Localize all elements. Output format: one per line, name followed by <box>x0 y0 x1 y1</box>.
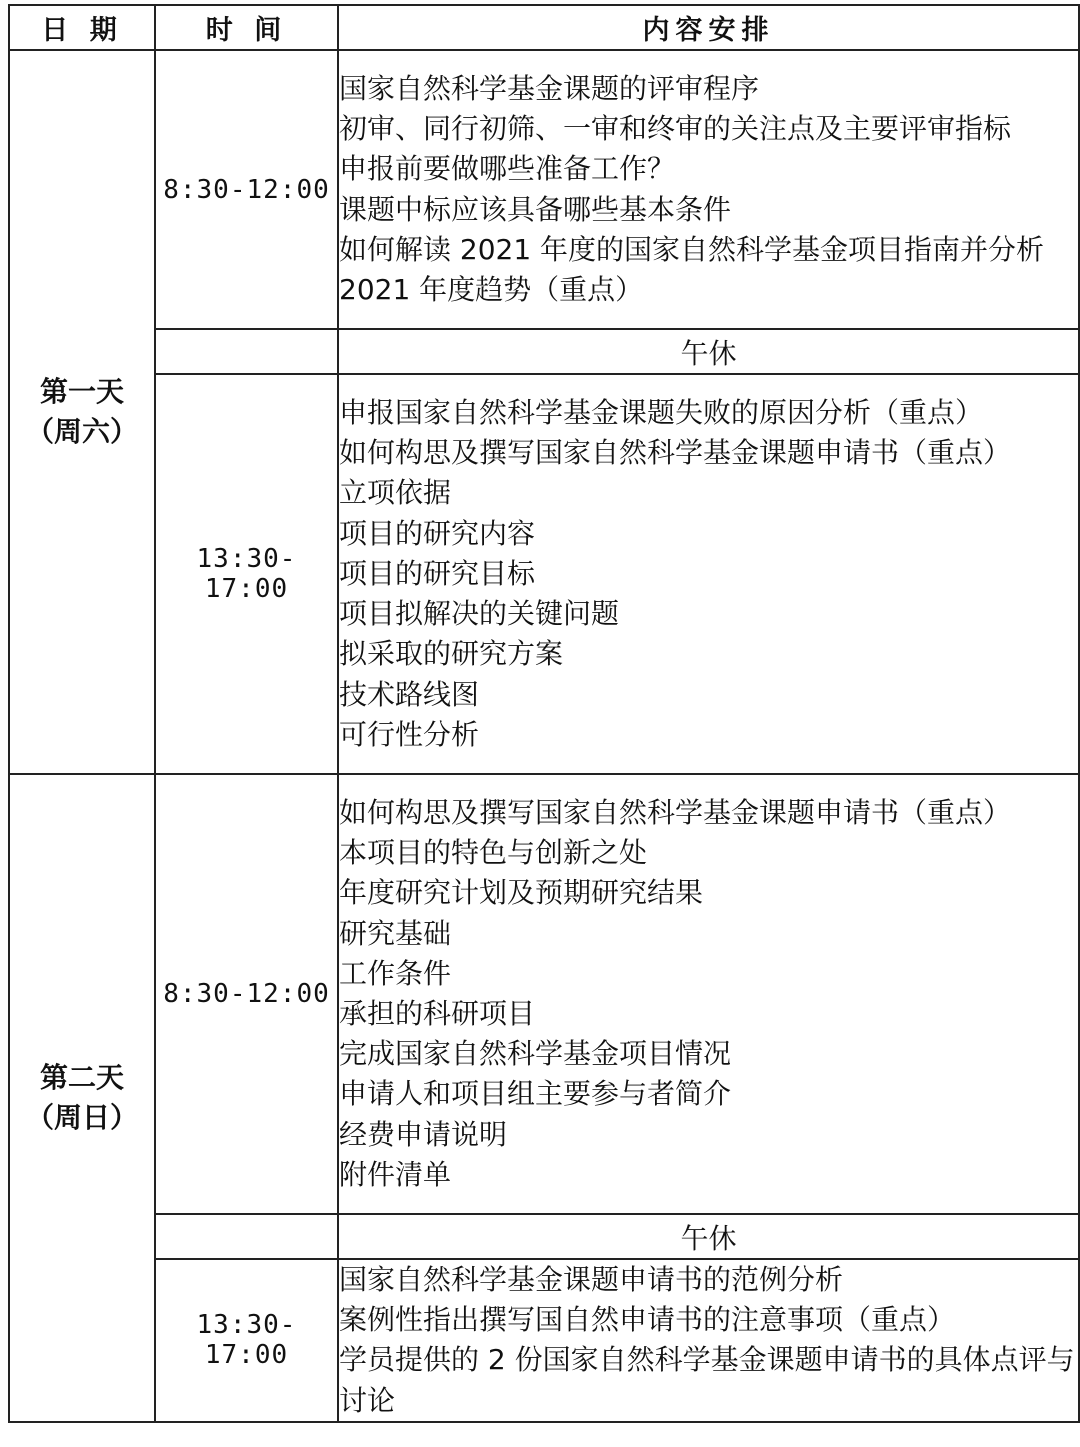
list-item: 立项依据 <box>339 476 452 510</box>
list-item: 拟采取的研究方案 <box>339 637 564 671</box>
day1-morning-content <box>338 50 1079 329</box>
day1-afternoon-row <box>9 374 1079 774</box>
list-item: 附件清单 <box>339 1157 452 1191</box>
day2-morning-content <box>338 774 1079 1214</box>
day2-lunch-row <box>9 1214 1079 1259</box>
list-item: 如何解读 2021 年度的国家自然科学基金项目指南并分析 2021 年度趋势（重点） <box>339 232 1045 306</box>
day1-lunch-row <box>9 329 1079 374</box>
list-item: 初审、同行初筛、一审和终审的关注点及主要评审指标 <box>339 112 1012 146</box>
list-item: 技术路线图 <box>339 677 480 711</box>
list-item: 完成国家自然科学基金项目情况 <box>339 1037 732 1071</box>
day2-lunch: 午休 <box>338 1214 1079 1259</box>
list-item: 申请人和项目组主要参与者简介 <box>339 1077 732 1111</box>
list-item: 项目的研究内容 <box>339 516 536 550</box>
list-item: 承担的科研项目 <box>339 997 536 1030</box>
list-item: 可行性分析 <box>339 717 480 751</box>
list-item: 国家自然科学基金课题的评审程序 <box>339 71 760 105</box>
list-item: 项目拟解决的关键问题 <box>339 597 620 631</box>
day2-morning-row <box>9 774 1079 1214</box>
header-time: 时 间 <box>155 5 338 50</box>
list-item: 如何构思及撰写国家自然科学基金课题申请书（重点） <box>339 795 1012 829</box>
list-item: 学员提供的 2 份国家自然科学基金课题申请书的具体点评与讨论 <box>339 1343 1075 1417</box>
list-item: 经费申请说明 <box>339 1117 508 1151</box>
day2-label: 第二天 <box>39 1060 124 1094</box>
header-date: 日 期 <box>9 5 155 50</box>
day1-label: 第一天 <box>39 375 124 408</box>
list-item: 项目的研究目标 <box>339 556 536 590</box>
day1-afternoon-time: 13:30-17:00 <box>155 374 338 774</box>
day1-lunch: 午休 <box>338 329 1079 374</box>
header-row <box>9 5 1079 50</box>
list-item: 国家自然科学基金课题申请书的范例分析 <box>339 1263 844 1296</box>
list-item: 课题中标应该具备哪些基本条件 <box>339 192 732 226</box>
day2-cell <box>9 774 155 1422</box>
list-item: 本项目的特色与创新之处 <box>339 836 648 870</box>
list-item: 研究基础 <box>339 916 452 950</box>
list-item: 工作条件 <box>339 956 452 990</box>
list-item: 申报前要做哪些准备工作？ <box>339 152 676 186</box>
day1-weekday: （周六） <box>25 415 138 448</box>
day2-afternoon-content <box>338 1259 1079 1422</box>
list-item: 如何构思及撰写国家自然科学基金课题申请书（重点） <box>339 436 1012 470</box>
header-content: 内容安排 <box>338 5 1079 50</box>
list-item: 案例性指出撰写国自然申请书的注意事项（重点） <box>339 1303 956 1337</box>
day2-afternoon-row <box>9 1259 1079 1422</box>
day1-cell <box>9 50 155 774</box>
day1-morning-row <box>9 50 1079 329</box>
day2-weekday: （周日） <box>25 1100 138 1134</box>
list-item: 申报国家自然科学基金课题失败的原因分析（重点） <box>339 396 984 430</box>
day2-morning-time: 8:30-12:00 <box>155 774 338 1214</box>
day1-lunch-time <box>155 329 338 374</box>
list-item: 年度研究计划及预期研究结果 <box>339 876 704 910</box>
day2-afternoon-time: 13:30-17:00 <box>155 1259 338 1422</box>
schedule-table <box>8 4 1080 1423</box>
day1-afternoon-content <box>338 374 1079 774</box>
day2-lunch-time <box>155 1214 338 1259</box>
day1-morning-time: 8:30-12:00 <box>155 50 338 329</box>
